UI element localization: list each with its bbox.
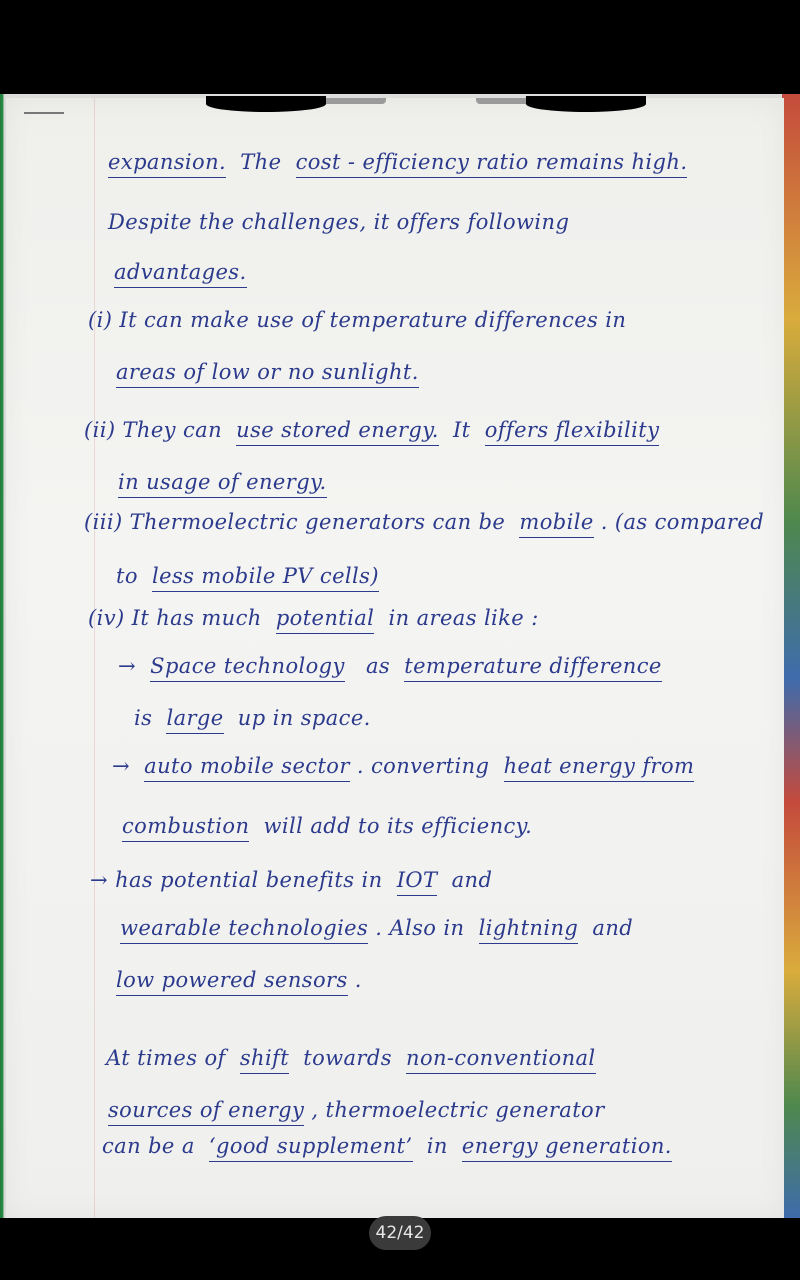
- note-text: can be a: [102, 1134, 195, 1158]
- note-text: . converting: [356, 754, 490, 778]
- underlined-text: in usage of energy.: [118, 470, 327, 498]
- note-text: in: [426, 1134, 448, 1158]
- note-text: , thermoelectric generator: [311, 1098, 605, 1122]
- note-line-10: [88, 606, 539, 630]
- note-text: (iii) Thermoelectric generators can be: [84, 510, 506, 534]
- notebook-page: [6, 98, 784, 1218]
- note-line-18: [106, 1046, 596, 1070]
- underlined-text: IOT: [397, 868, 438, 896]
- note-text: At times of: [106, 1046, 226, 1070]
- note-text: (iv) It has much: [88, 606, 262, 630]
- background-edge: [782, 94, 800, 1218]
- note-line-3: [114, 260, 247, 284]
- note-text: Despite the challenges, it offers following: [108, 210, 570, 234]
- note-text: The: [240, 150, 282, 174]
- underlined-text: non-conventional: [406, 1046, 596, 1074]
- note-line-6: [84, 418, 659, 442]
- note-text: to: [116, 564, 138, 588]
- page-indicator: 42/42: [369, 1216, 431, 1250]
- note-text: → has potential benefits in: [90, 868, 383, 892]
- note-text: and: [592, 916, 634, 940]
- note-line-17: [116, 968, 362, 992]
- note-text: (i) It can make use of temperature differences in: [88, 308, 627, 332]
- underlined-text: wearable technologies: [120, 916, 368, 944]
- underlined-text: temperature difference: [404, 654, 661, 682]
- note-text: . (as compared: [600, 510, 765, 534]
- note-line-4: [88, 308, 626, 332]
- note-text: is: [134, 706, 153, 730]
- note-line-7: [118, 470, 327, 494]
- note-line-14: [122, 814, 532, 838]
- underlined-text: areas of low or no sunlight.: [116, 360, 419, 388]
- binding-notch-right: [526, 96, 646, 112]
- note-line-15: [90, 868, 492, 892]
- underlined-text: use stored energy.: [236, 418, 439, 446]
- underlined-text: mobile: [519, 510, 593, 538]
- note-line-1: [108, 150, 687, 174]
- page-margin-line: [94, 98, 95, 1218]
- note-text: in areas like :: [388, 606, 539, 630]
- underlined-text: heat energy from: [504, 754, 695, 782]
- underlined-text: low powered sensors: [116, 968, 348, 996]
- underlined-text: cost - efficiency ratio remains high.: [296, 150, 688, 178]
- note-text: and: [451, 868, 493, 892]
- note-text: .: [354, 968, 362, 992]
- underlined-text: energy generation.: [462, 1134, 672, 1162]
- arrow-bullet: →: [112, 754, 130, 778]
- note-line-16: [120, 916, 633, 940]
- pencil-mark: [24, 112, 64, 114]
- note-line-5: [116, 360, 419, 384]
- note-text: up in space.: [237, 706, 371, 730]
- note-line-8: [84, 510, 764, 534]
- note-text: will add to its efficiency.: [263, 814, 533, 838]
- underlined-text: lightning: [479, 916, 579, 944]
- underlined-text: expansion.: [108, 150, 226, 178]
- underlined-text: less mobile PV cells): [152, 564, 379, 592]
- note-line-19: [108, 1098, 605, 1122]
- underlined-text: Space technology: [150, 654, 345, 682]
- note-text: towards: [303, 1046, 392, 1070]
- note-line-20: [102, 1134, 672, 1158]
- underlined-text: potential: [276, 606, 374, 634]
- underlined-text: large: [166, 706, 223, 734]
- underlined-text: shift: [240, 1046, 289, 1074]
- note-line-12: [134, 706, 371, 730]
- arrow-bullet: →: [118, 654, 136, 678]
- note-line-9: [116, 564, 379, 588]
- note-line-2: [108, 210, 569, 234]
- note-line-11: [118, 654, 662, 678]
- underlined-text: auto mobile sector: [144, 754, 350, 782]
- note-text: (ii) They can: [84, 418, 222, 442]
- notebook-photo[interactable]: [0, 94, 800, 1218]
- note-text: as: [366, 654, 391, 678]
- note-text: . Also in: [375, 916, 465, 940]
- underlined-text: offers flexibility: [485, 418, 660, 446]
- underlined-text: ‘good supplement’: [209, 1134, 413, 1162]
- underlined-text: advantages.: [114, 260, 247, 288]
- binding-notch-left: [206, 96, 326, 112]
- underlined-text: combustion: [122, 814, 249, 842]
- underlined-text: sources of energy: [108, 1098, 304, 1126]
- note-line-13: [112, 754, 694, 778]
- note-text: It: [452, 418, 471, 442]
